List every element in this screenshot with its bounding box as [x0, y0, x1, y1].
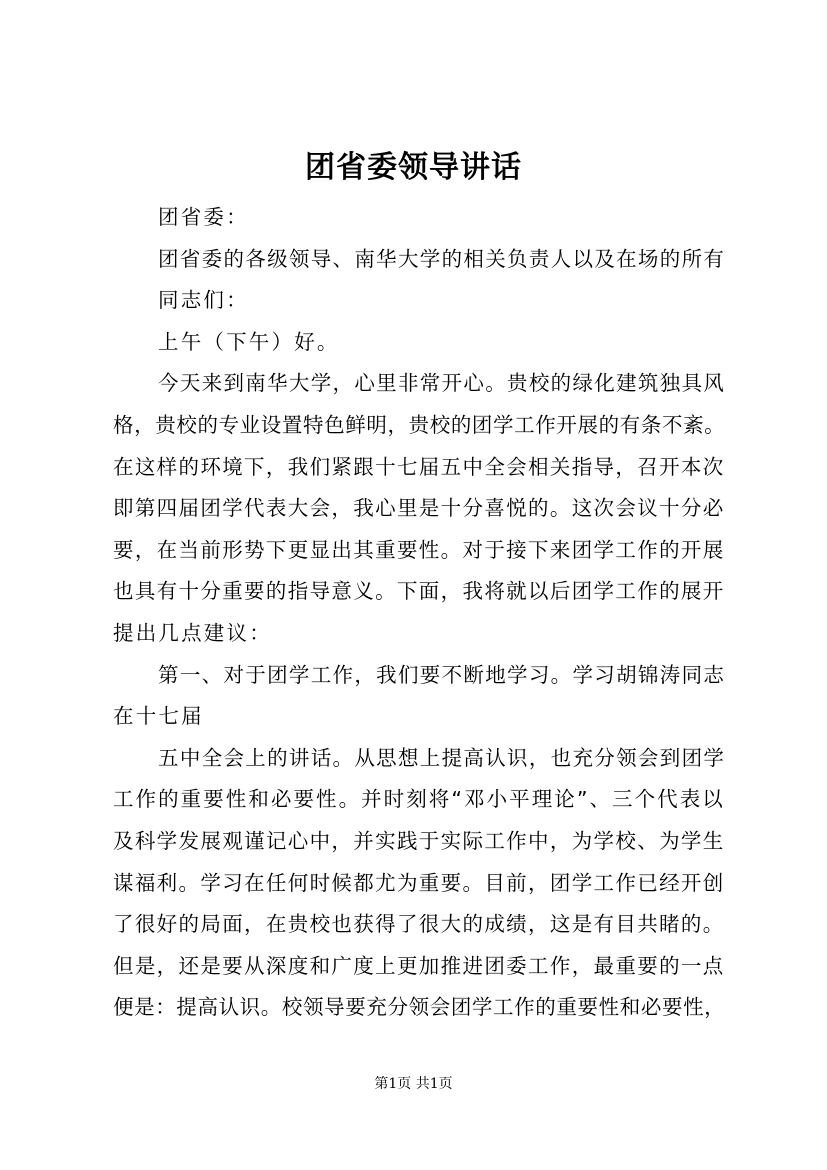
paragraph-line: 了很好的局面，在贵校也获得了很大的成绩，这是有目共睹的。 [113, 912, 725, 937]
paragraph-line: 在这样的环境下，我们紧跟十七届五中全会相关指导，召开本次 [113, 454, 725, 479]
paragraph-line: 便是：提高认识。校领导要充分领会团学工作的重要性和必要性， [113, 995, 726, 1020]
paragraph-line: 上午（下午）好。 [158, 329, 340, 354]
paragraph-line: 及科学发展观谨记心中，并实践于实际工作中，为学校、为学生 [113, 829, 725, 853]
paragraph-line: 在十七届 [113, 704, 204, 729]
paragraph-line: 今天来到南华大学，心里非常开心。贵校的绿化建筑独具风 [158, 371, 726, 396]
paragraph-line: 五中全会上的讲话。从思想上提高认识，也充分领会到团学 [158, 745, 726, 770]
paragraph-line: 团省委： [158, 205, 249, 229]
document-title: 团省委领导讲话 [305, 150, 522, 185]
paragraph-line: 提出几点建议： [113, 621, 272, 645]
paragraph-line: 工作的重要性和必要性。并时刻将“邓小平理论”、三个代表以 [113, 787, 725, 812]
paragraph-line: 谋福利。学习在任何时候都尤为重要。目前，团学工作已经开创 [113, 870, 725, 895]
paragraph-line: 要，在当前形势下更显出其重要性。对于接下来团学工作的开展 [113, 537, 725, 562]
paragraph-line: 即第四届团学代表大会，我心里是十分喜悦的。这次会议十分必 [113, 496, 725, 521]
paragraph-line: 团省委的各级领导、南华大学的相关负责人以及在场的所有 [158, 246, 726, 271]
paragraph-line: 但是，还是要从深度和广度上更加推进团委工作，最重要的一点 [113, 953, 725, 978]
paragraph-line: 同志们： [158, 288, 249, 313]
paragraph-line: 格，贵校的专业设置特色鲜明，贵校的团学工作开展的有条不紊。 [113, 413, 726, 437]
page-number-footer: 第1页 共1页 [374, 1076, 453, 1092]
paragraph-line: 也具有十分重要的指导意义。下面，我将就以后团学工作的展开 [113, 579, 725, 604]
paragraph-line: 第一、对于团学工作，我们要不断地学习。学习胡锦涛同志 [158, 662, 726, 687]
